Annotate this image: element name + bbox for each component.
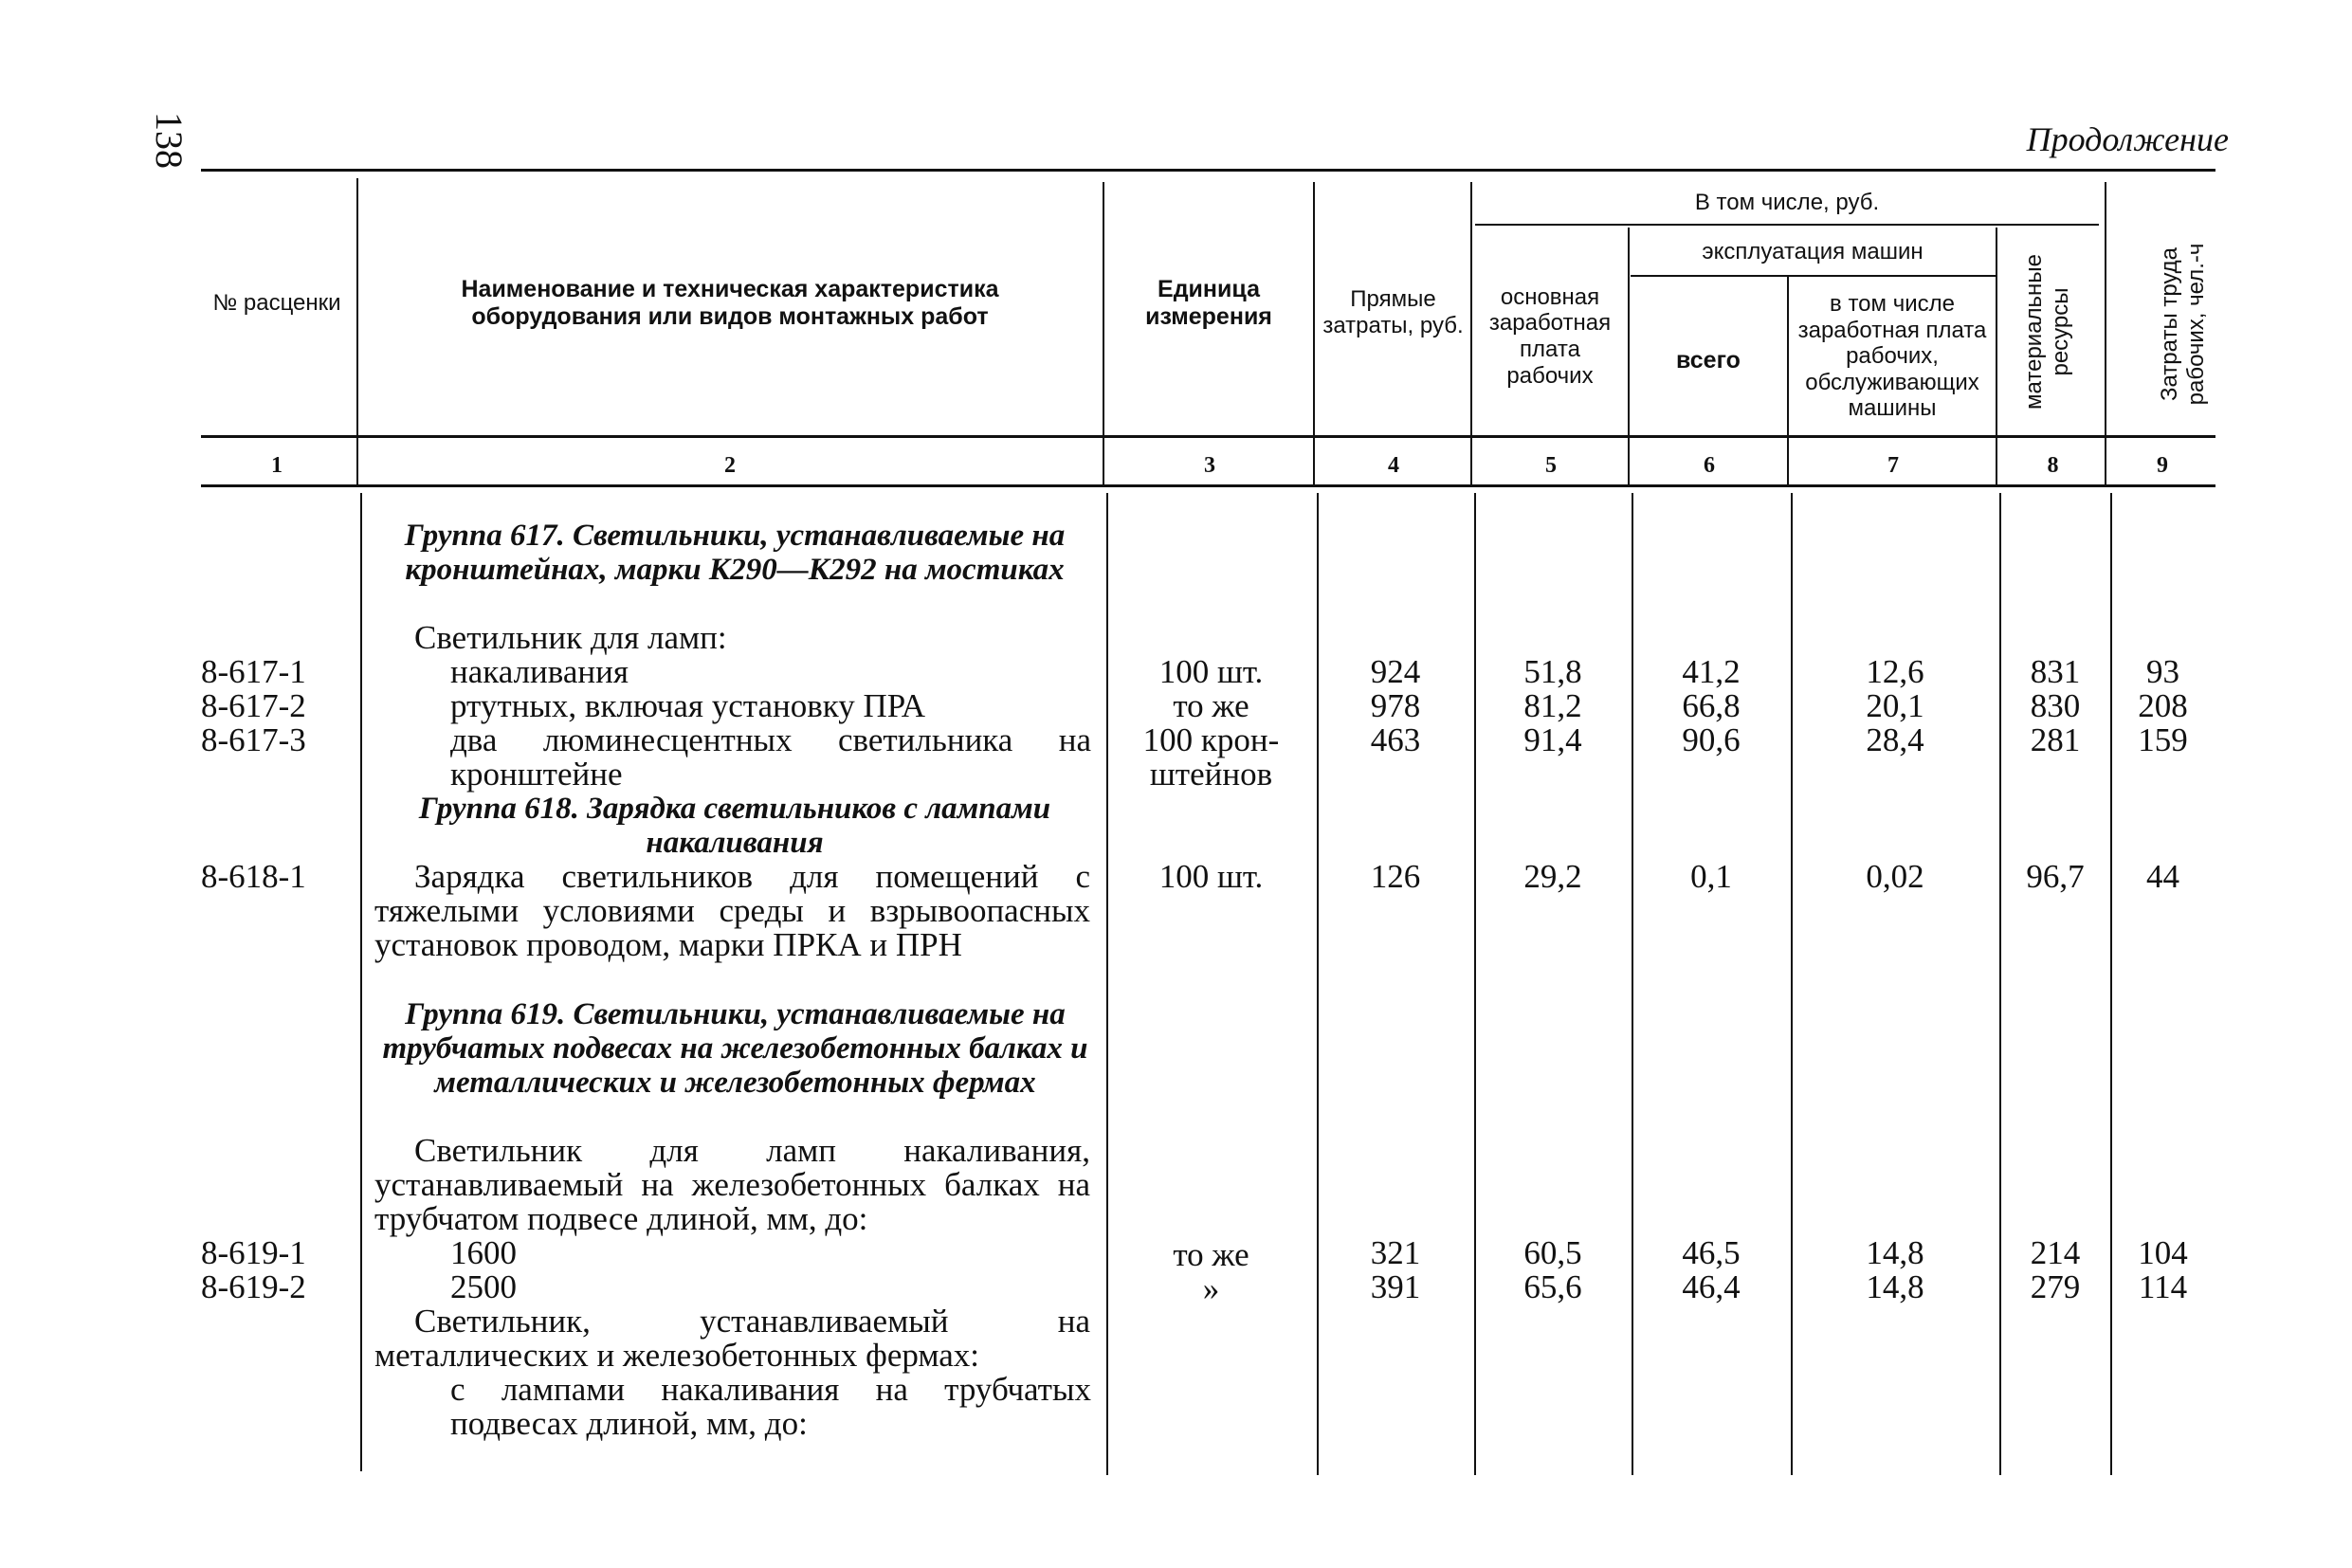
row-4-mach-wage: 0,02	[1866, 858, 1924, 895]
header-vline	[1313, 182, 1315, 486]
row-3-mach-wage: 28,4	[1866, 721, 1924, 758]
row-3-labor: 159	[2138, 721, 2188, 758]
row-1-wage: 51,8	[1523, 653, 1582, 690]
machines-group-rule	[1631, 275, 1996, 277]
group-617-title: Группа 617. Светильники, устанавливаемые на кронштейнах, марки К290—К292 на мостиках	[404, 519, 1066, 587]
incl-group-rule	[1475, 224, 2099, 226]
row-1-mat: 831	[2030, 653, 2081, 690]
column-number: 1	[271, 453, 283, 478]
lamp-heading: Светильник для ламп:	[414, 619, 727, 656]
row-5-unit: то же	[1173, 1236, 1249, 1273]
header-vline	[356, 178, 358, 486]
row-5-mat: 214	[2030, 1234, 2081, 1271]
row-6-wage: 65,6	[1523, 1268, 1582, 1305]
header-unit: Единица измерения	[1145, 276, 1272, 330]
row-1-direct: 924	[1370, 653, 1421, 690]
column-number: 5	[1545, 453, 1557, 478]
row-2-unit: то же	[1173, 687, 1249, 724]
row-6-mach-wage: 14,8	[1866, 1268, 1924, 1305]
row-4-mach: 0,1	[1690, 858, 1732, 895]
row-3-code: 8-617-3	[201, 721, 306, 758]
row-5-mach: 46,5	[1682, 1234, 1741, 1271]
header-machines-wage: в том числе заработная плата рабочих, обслуживающих машины	[1797, 291, 1987, 422]
column-number: 2	[724, 453, 736, 478]
header-incl-group: В том числе, руб.	[1694, 190, 1880, 216]
row-2-wage: 81,2	[1523, 687, 1582, 724]
row-4-unit: 100 шт.	[1158, 858, 1264, 895]
body-vline	[2110, 493, 2112, 1475]
row-1-code: 8-617-1	[201, 653, 306, 690]
row-2-mach: 66,8	[1682, 687, 1741, 724]
header-vline	[1103, 182, 1104, 486]
row-5-name: 1600	[450, 1234, 517, 1271]
row-5-direct: 321	[1370, 1234, 1421, 1271]
row-3-name-a: два люминесцентных светильника на	[450, 721, 1091, 758]
row-2-direct: 978	[1370, 687, 1421, 724]
row-4-labor: 44	[2146, 858, 2179, 895]
row-6-code: 8-619-2	[201, 1268, 306, 1305]
row-4-code: 8-618-1	[201, 858, 306, 895]
row-5-wage: 60,5	[1523, 1234, 1582, 1271]
header-vline	[1628, 228, 1630, 486]
row-5-mach-wage: 14,8	[1866, 1234, 1924, 1271]
row-1-name: накаливания	[450, 653, 629, 690]
row-4-wage: 29,2	[1523, 858, 1582, 895]
page-number: 138	[148, 112, 191, 169]
body-vline	[1317, 493, 1319, 1475]
header-vline	[2105, 182, 2106, 486]
row-3-name-b: кронштейне	[450, 756, 623, 793]
numbers-bottom-rule	[201, 484, 2215, 487]
row-5-labor: 104	[2138, 1234, 2188, 1271]
row-6-name: 2500	[450, 1268, 517, 1305]
continuation-label: Продолжение	[2026, 120, 2229, 158]
row-4-name: Зарядка светильников для помещений с тяжелыми условиями среды и взрывоопасных установок проводом, марки ПРКА и ПРН	[374, 858, 1090, 963]
row-4-mat: 96,7	[2026, 858, 2085, 895]
row-3-unit-line2: штейнов	[1149, 756, 1273, 793]
header-vline	[1996, 228, 1997, 486]
row-1-labor: 93	[2146, 653, 2179, 690]
table-top-rule	[201, 169, 2215, 172]
row-1-mach-wage: 12,6	[1866, 653, 1924, 690]
row-3-wage: 91,4	[1523, 721, 1582, 758]
row-6-mach: 46,4	[1682, 1268, 1741, 1305]
header-bottom-rule	[201, 435, 2215, 438]
body-vline	[1474, 493, 1476, 1475]
group-618-title: Группа 618. Зарядка светильников с лампами накаливания	[418, 792, 1051, 860]
header-wage: основная заработная плата рабочих	[1488, 283, 1612, 389]
row-6-direct: 391	[1370, 1268, 1421, 1305]
header-labor: Затраты труда рабочих, чел.-ч	[2157, 243, 2209, 406]
header-materials: материальные ресурсы	[2021, 254, 2073, 410]
row-2-name: ртутных, включая установку ПРА	[450, 687, 926, 724]
header-direct: Прямые затраты, руб.	[1322, 286, 1464, 338]
row-3-mat: 281	[2030, 721, 2081, 758]
row-2-code: 8-617-2	[201, 687, 306, 724]
row-5-code: 8-619-1	[201, 1234, 306, 1271]
body-vline	[1999, 493, 2001, 1475]
header-vline	[1787, 277, 1789, 486]
row-2-mach-wage: 20,1	[1866, 687, 1924, 724]
body-vline	[1106, 493, 1108, 1475]
column-number: 9	[2157, 453, 2168, 478]
row-3-mach: 90,6	[1682, 721, 1741, 758]
row-3-unit: 100 крон-	[1142, 721, 1280, 758]
column-number: 7	[1887, 453, 1899, 478]
header-machines-group: эксплуатация машин	[1702, 239, 1924, 265]
body-vline	[360, 493, 362, 1471]
row-1-mach: 41,2	[1682, 653, 1741, 690]
row-4-direct: 126	[1370, 858, 1421, 895]
header-vline	[1470, 182, 1472, 486]
group-619-text-2: Светильник, устанавливаемый на металлических и железобетонных фермах:	[374, 1303, 1090, 1374]
row-6-unit: »	[1202, 1270, 1220, 1307]
row-2-labor: 208	[2138, 687, 2188, 724]
column-number: 3	[1204, 453, 1215, 478]
body-vline	[1791, 493, 1793, 1475]
group-619-text-1: Светильник для ламп накаливания, устанавливаемый на железобетонных балках на трубчатом подвесе длиной, мм, до:	[374, 1132, 1090, 1237]
row-6-mat: 279	[2030, 1268, 2081, 1305]
header-code: № расценки	[212, 290, 341, 317]
column-number: 6	[1704, 453, 1715, 478]
header-name: Наименование и техническая характеристика оборудования или видов монтажных работ	[461, 276, 999, 330]
header-machines-total: всего	[1676, 346, 1741, 374]
group-619-title: Группа 619. Светильники, устанавливаемые на трубчатых подвесах на железобетонных балках и металлических и железобетонных фермах	[382, 997, 1088, 1100]
row-6-labor: 114	[2138, 1268, 2188, 1305]
row-3-direct: 463	[1370, 721, 1421, 758]
body-vline	[1632, 493, 1633, 1475]
row-2-mat: 830	[2030, 687, 2081, 724]
row-1-unit: 100 шт.	[1158, 653, 1264, 690]
group-619-text-3: с лампами накаливания на трубчатых подвесах длиной, мм, до:	[450, 1371, 1091, 1442]
column-number: 4	[1388, 453, 1399, 478]
column-number: 8	[2047, 453, 2059, 478]
